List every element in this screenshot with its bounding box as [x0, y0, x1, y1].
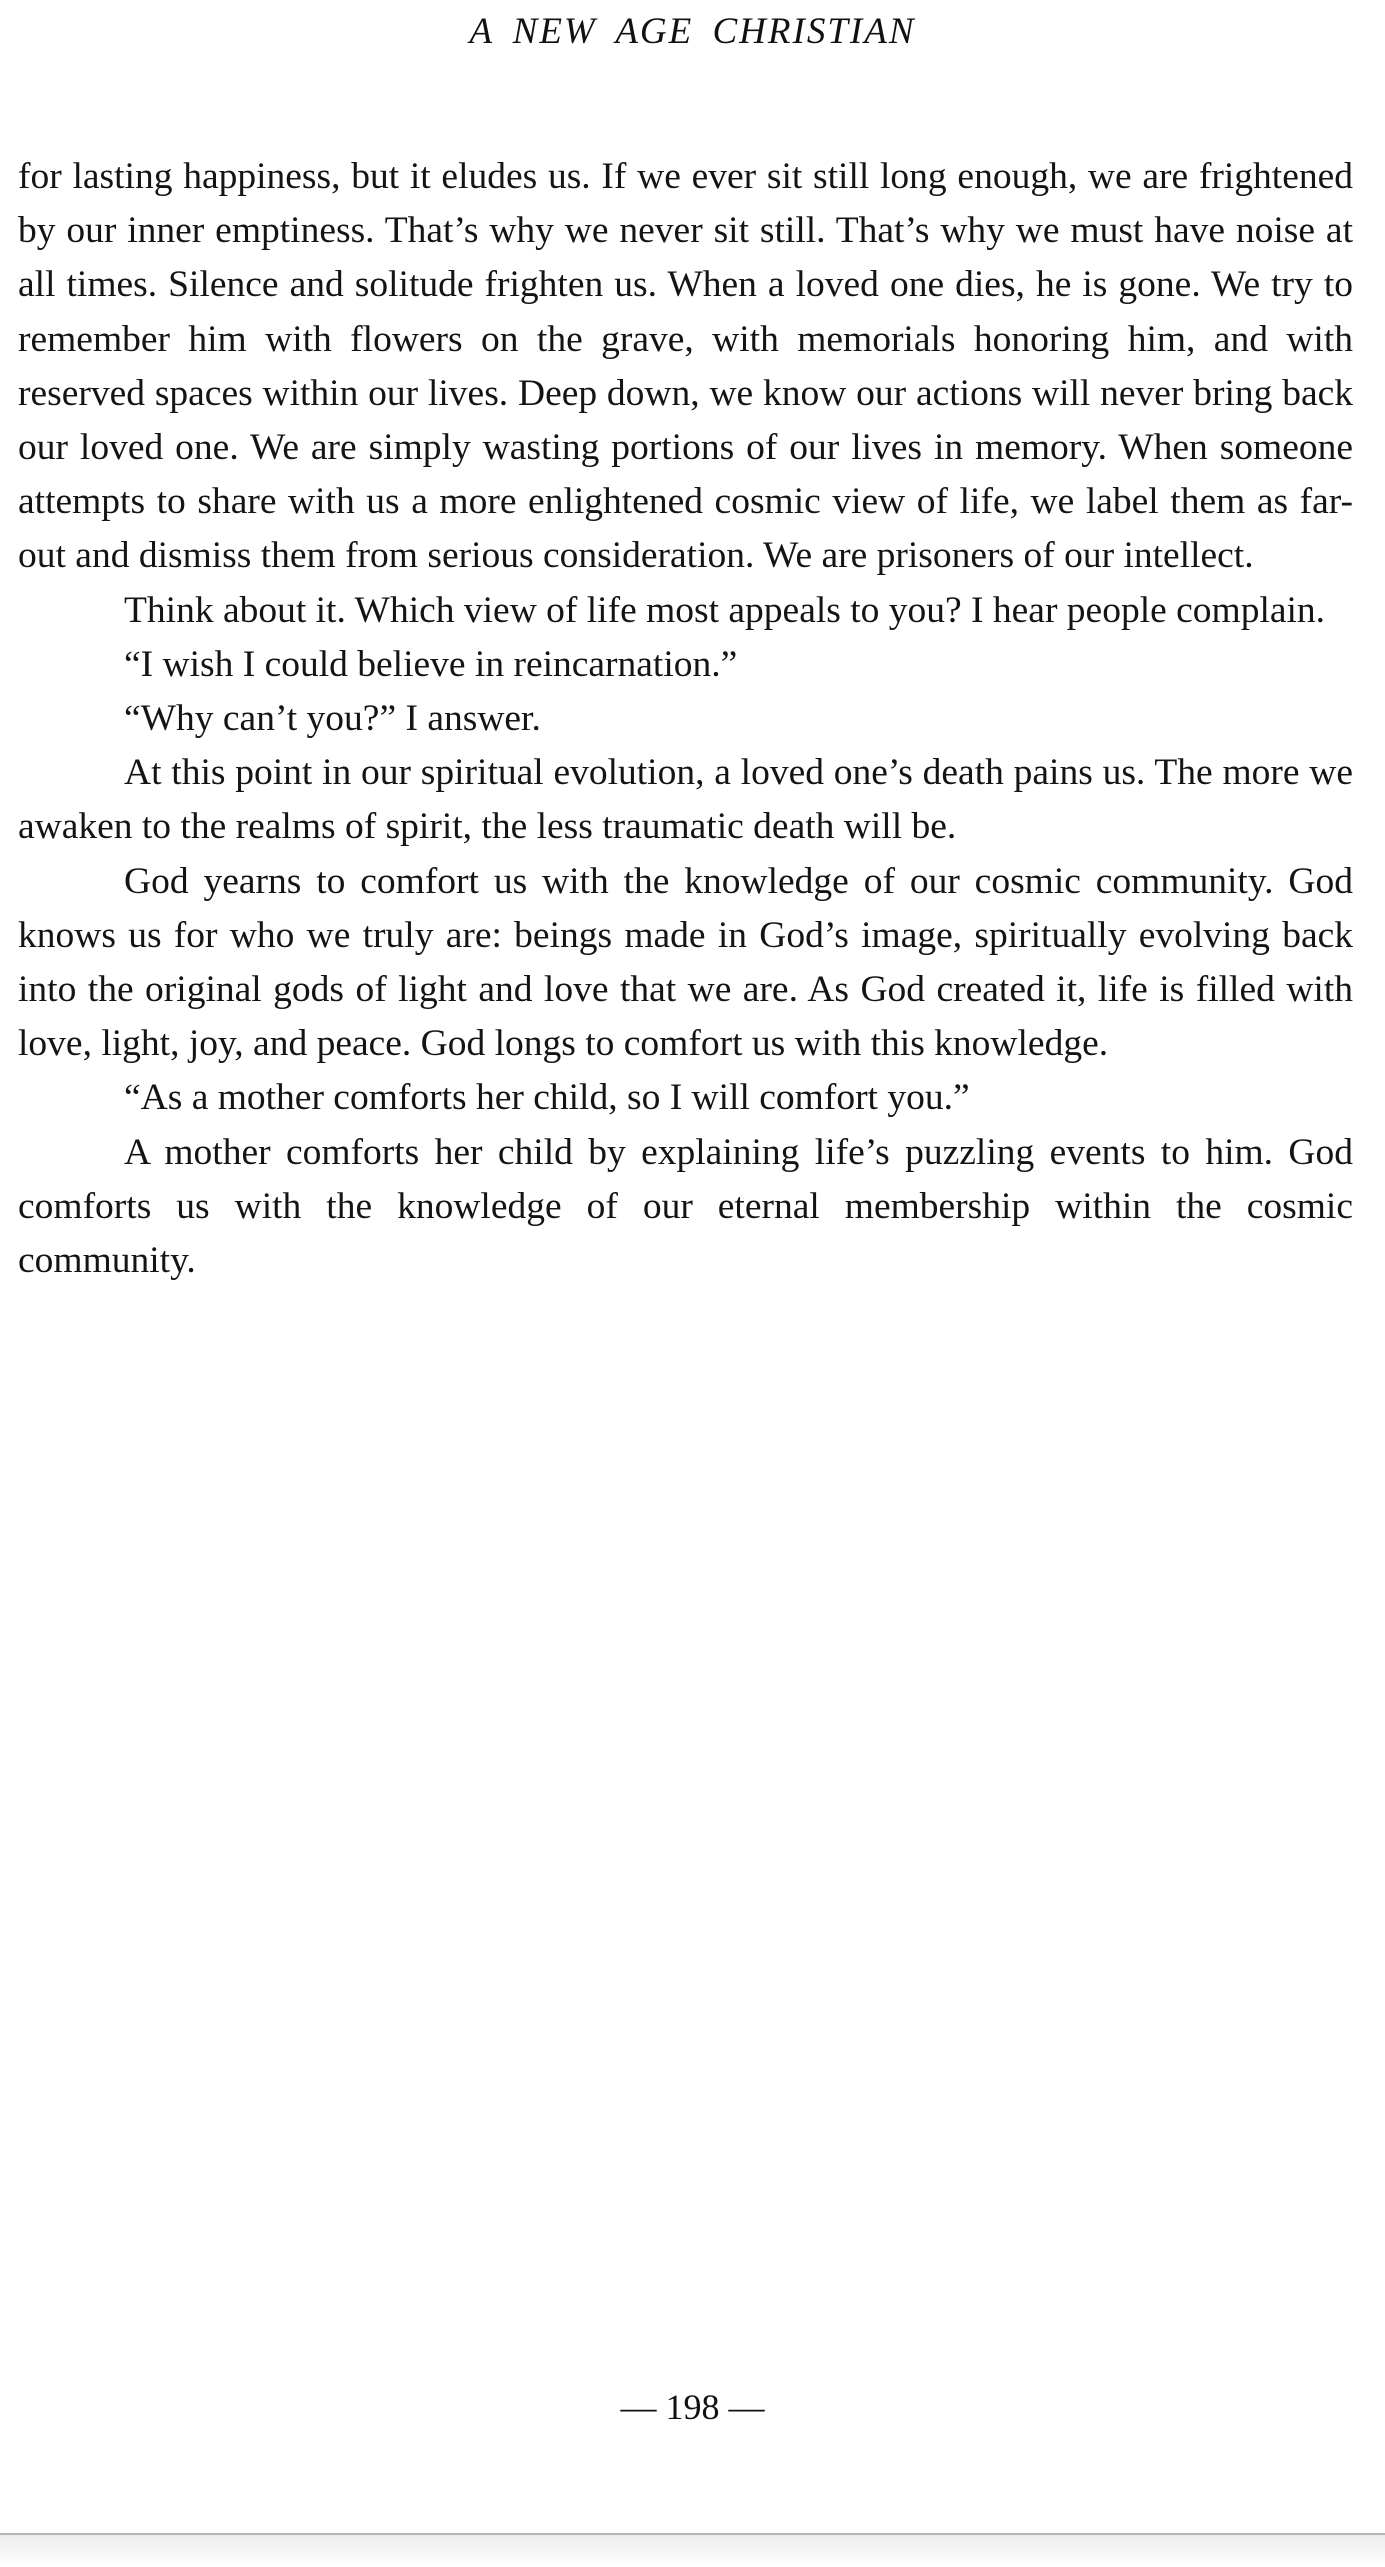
paragraph: “I wish I could believe in reincarnation.”: [124, 643, 738, 685]
paragraph: God yearns to comfort us with the knowledge of our cosmic community. God knows us for who we truly are: beings made in God’s image, spiritually evolving back into the original gods of light and love that we are. As God created it, life is filled with love, light, joy, and peace. God longs to comfort us with this knowledge.: [18, 860, 1353, 1065]
paragraph: Think about it. Which view of life most appeals to you? I hear people complain.: [124, 589, 1326, 631]
paragraph: A mother comforts her child by explaining life’s puzzling events to him. God comforts us with the knowledge of our eternal membership within the cosmic community.: [18, 1131, 1353, 1282]
paragraph: “As a mother comforts her child, so I will comfort you.”: [124, 1077, 970, 1119]
paragraph: for lasting happiness, but it eludes us. If we ever sit still long enough, we are frightened by our inner emptiness. That’s why we never sit still. That’s why we must have noise at all times. Silence and solitude frighten us. When a loved one dies, he is gone. We try to remember him with flowers on the grave, with memorials honoring him, and with reserved spaces within our lives. Deep down, we know our actions will never bring back our loved one. We are simply wasting portions of our lives in memory. When someone attempts to share with us a more enlightened cosmic view of life, we label them as far-out and dismiss them from serious consideration. We are prisoners of our intellect.: [18, 156, 1353, 577]
body-text: [18, 150, 1353, 1288]
paragraph: At this point in our spiritual evolution, a loved one’s death pains us. The more we awaken to the realms of spirit, the less traumatic death will be.: [18, 752, 1353, 848]
page-number: — 198 —: [620, 2387, 765, 2427]
running-title: A NEW AGE CHRISTIAN: [469, 11, 916, 52]
paragraph: “Why can’t you?” I answer.: [124, 698, 541, 740]
scan-edge-shadow: [0, 2535, 1385, 2567]
